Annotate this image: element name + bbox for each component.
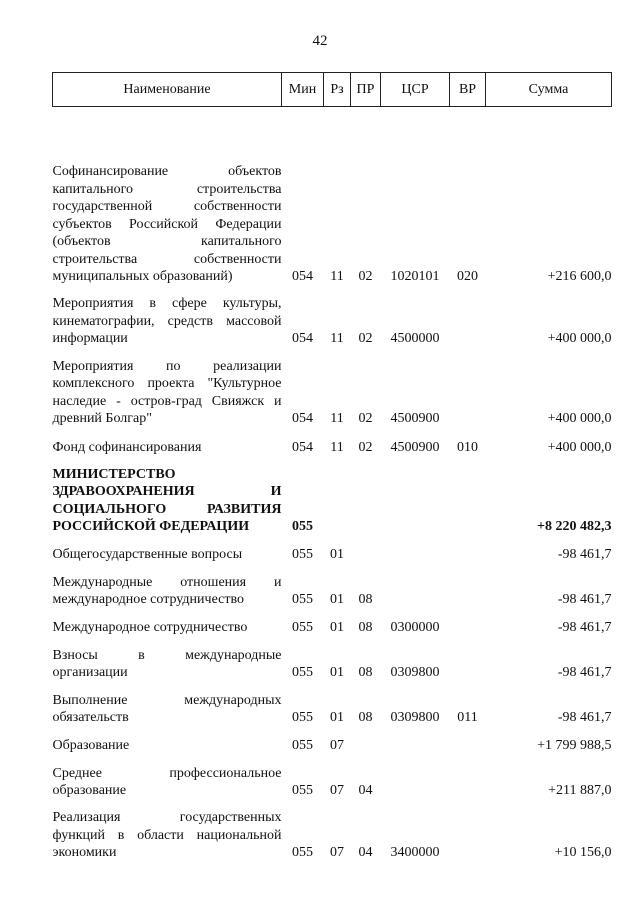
- header-min: Мин: [282, 73, 324, 107]
- row-vr: [450, 609, 486, 637]
- table-row: [53, 286, 612, 348]
- row-min: 055: [292, 710, 313, 725]
- header-rz: Рз: [324, 73, 351, 107]
- row-min: 055: [292, 738, 313, 753]
- row-rz: 11: [330, 269, 344, 284]
- row-sum: +400 000,0: [547, 331, 612, 346]
- row-pr: 08: [358, 620, 373, 635]
- row-name: Реализация государственных функций в области национальной экономики: [52, 810, 282, 860]
- row-csr: [381, 755, 450, 800]
- row-csr: [381, 536, 450, 564]
- row-name: Софинансирование объектов капитального строительства государственной собственности субъектов Российской Федерации (объектов капитального строительства собственности муниципальных образований): [52, 164, 282, 284]
- row-min: 055: [292, 519, 313, 534]
- row-pr: 08: [358, 592, 373, 607]
- row-name: Фонд софинансирования: [52, 440, 202, 455]
- row-vr: [450, 348, 486, 428]
- row-pr: 02: [358, 440, 373, 455]
- row-sum: -98 461,7: [557, 592, 612, 607]
- row-name: Среднее профессиональное образование: [52, 765, 282, 798]
- row-min: 054: [292, 331, 313, 346]
- row-pr: 02: [358, 411, 373, 426]
- row-sum: +8 220 482,3: [537, 519, 612, 534]
- row-sum: -98 461,7: [557, 665, 612, 680]
- row-name: Выполнение международных обязательств: [52, 692, 282, 725]
- row-csr: 0309800: [390, 665, 440, 680]
- table-row: [53, 727, 612, 755]
- table-row: [53, 800, 612, 862]
- row-rz: 07: [330, 738, 344, 753]
- row-rz: [324, 457, 351, 536]
- row-name: Взносы в международные организации: [52, 647, 282, 680]
- row-name: Общегосударственные вопросы: [52, 547, 243, 562]
- table-row: [53, 428, 612, 457]
- row-pr: 02: [358, 331, 373, 346]
- table-row: [53, 536, 612, 564]
- row-min: 055: [292, 620, 313, 635]
- row-rz: 01: [330, 592, 344, 607]
- row-sum: +10 156,0: [554, 845, 612, 860]
- budget-table: [52, 72, 612, 862]
- table-row-ministry: [53, 457, 612, 536]
- header-csr: ЦСР: [381, 73, 450, 107]
- row-sum: -98 461,7: [557, 710, 612, 725]
- row-vr: [450, 727, 486, 755]
- row-pr: 04: [358, 783, 373, 798]
- row-name: МИНИСТЕРСТВО ЗДРАВООХРАНЕНИЯ И СОЦИАЛЬНОГО РАЗВИТИЯ РОССИЙСКОЙ ФЕДЕРАЦИИ: [52, 466, 282, 534]
- table-row: [53, 609, 612, 637]
- header-sum: Сумма: [486, 73, 612, 107]
- row-min: 055: [292, 783, 313, 798]
- row-rz: 11: [330, 331, 344, 346]
- row-csr: 3400000: [390, 845, 440, 860]
- table-row: [53, 755, 612, 800]
- row-sum: -98 461,7: [557, 620, 612, 635]
- row-name: Международные отношения и международное сотрудничество: [52, 574, 282, 607]
- row-rz: 07: [330, 845, 344, 860]
- row-vr: [450, 536, 486, 564]
- row-min: 055: [292, 665, 313, 680]
- row-rz: 01: [330, 665, 344, 680]
- row-sum: +400 000,0: [547, 440, 612, 455]
- row-sum: -98 461,7: [557, 547, 612, 562]
- row-rz: 01: [330, 710, 344, 725]
- header-row: [53, 73, 612, 107]
- table-row: [53, 564, 612, 609]
- row-csr: 0309800: [390, 710, 440, 725]
- row-pr: [351, 727, 381, 755]
- table-row: [53, 637, 612, 682]
- row-pr: 08: [358, 710, 373, 725]
- row-vr: 010: [457, 440, 478, 455]
- row-csr: [381, 727, 450, 755]
- row-vr: [450, 800, 486, 862]
- row-vr: [450, 637, 486, 682]
- header-pr: ПР: [351, 73, 381, 107]
- row-rz: 07: [330, 783, 344, 798]
- row-rz: 01: [330, 620, 344, 635]
- row-csr: 4500900: [390, 411, 440, 426]
- row-pr: [351, 457, 381, 536]
- row-name: Международное сотрудничество: [52, 620, 248, 635]
- row-vr: [450, 564, 486, 609]
- row-vr: [450, 286, 486, 348]
- row-csr: 1020101: [390, 269, 440, 284]
- row-min: 055: [292, 592, 313, 607]
- row-pr: 02: [358, 269, 373, 284]
- header-vr: ВР: [450, 73, 486, 107]
- row-name: Мероприятия в сфере культуры, кинематографии, средств массовой информации: [52, 296, 282, 346]
- row-sum: +400 000,0: [547, 411, 612, 426]
- row-sum: +216 600,0: [547, 269, 612, 284]
- row-csr: [381, 457, 450, 536]
- row-vr: 020: [457, 269, 478, 284]
- row-rz: 01: [330, 547, 344, 562]
- row-min: 054: [292, 411, 313, 426]
- row-min: 054: [292, 269, 313, 284]
- row-name: Образование: [52, 738, 130, 753]
- row-pr: 04: [358, 845, 373, 860]
- row-rz: 11: [330, 411, 344, 426]
- row-min: 055: [292, 845, 313, 860]
- row-vr: [450, 755, 486, 800]
- row-pr: [351, 536, 381, 564]
- row-min: 054: [292, 440, 313, 455]
- row-csr: [381, 564, 450, 609]
- row-csr: 4500000: [390, 331, 440, 346]
- table-row: [53, 682, 612, 727]
- row-min: 055: [292, 547, 313, 562]
- row-vr: 011: [457, 710, 478, 725]
- header-name: Наименование: [53, 73, 282, 107]
- row-sum: +211 887,0: [548, 783, 612, 798]
- row-sum: +1 799 988,5: [537, 738, 612, 753]
- row-name: Мероприятия по реализации комплексного проекта "Культурное наследие - остров-град Свияжск и древний Болгар": [52, 358, 282, 426]
- table-row: [53, 348, 612, 428]
- row-rz: 11: [330, 440, 344, 455]
- row-csr: 4500900: [390, 440, 440, 455]
- row-pr: 08: [358, 665, 373, 680]
- table-row: [53, 107, 612, 286]
- row-vr: [450, 457, 486, 536]
- row-csr: 0300000: [390, 620, 440, 635]
- page-number: 42: [312, 33, 328, 49]
